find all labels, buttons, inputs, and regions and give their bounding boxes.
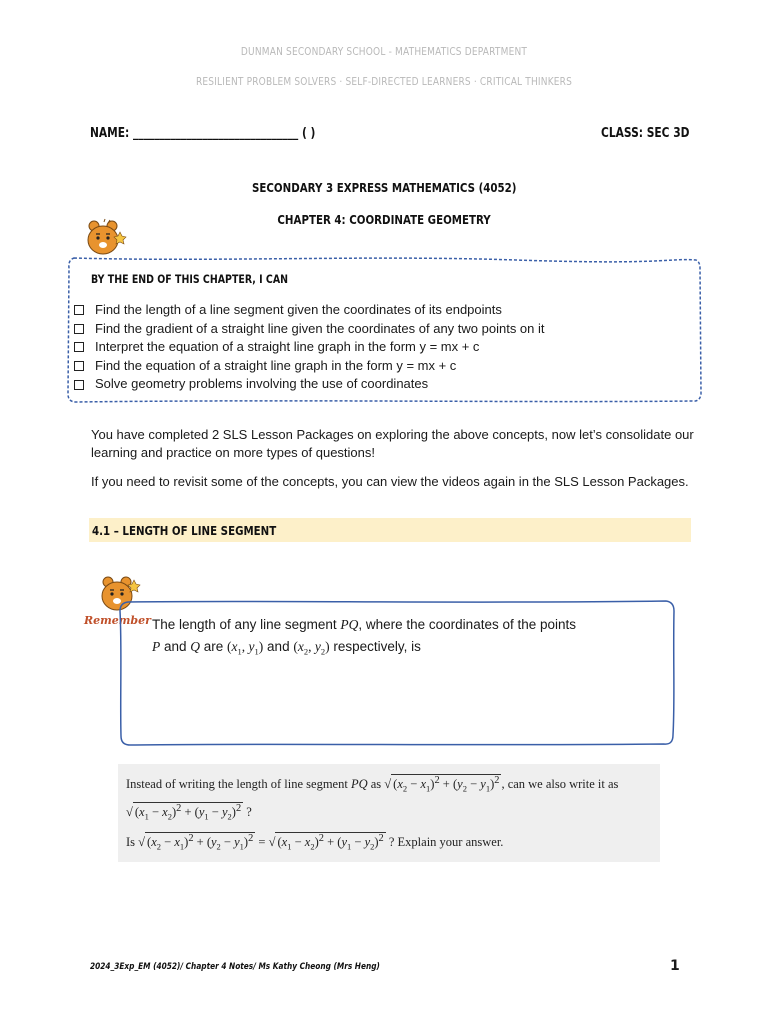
section-title: 4.1 – LENGTH OF LINE SEGMENT <box>92 523 277 538</box>
objective-item: Find the gradient of a straight line given the coordinates of any two points on it <box>74 320 545 339</box>
school-header: DUNMAN SECONDARY SCHOOL - MATHEMATICS DEPARTMENT <box>240 46 528 58</box>
revisit-paragraph: If you need to revisit some of the concepts, you can view the videos again in the SLS Lesson Packages. <box>91 474 689 489</box>
point-p-coordinates: ($x_1$, $y_1$) <box>227 639 264 657</box>
checkbox[interactable] <box>74 324 84 334</box>
school-motto: RESILIENT PROBLEM SOLVERS · SELF-DIRECTED LEARNERS · CRITICAL THINKERS <box>195 76 573 88</box>
question-line-3: Is √ $(x_2 - x_1)^2 + (y_2 - y_1)^2$ = √ $(x_1 - x_2)^2 + (y_1 - y_2)^2$ ? Explain your answer. <box>126 833 504 852</box>
point-q-coordinates: ($x_2$, $y_2$) <box>293 639 330 657</box>
checkbox[interactable] <box>74 305 84 315</box>
course-title: SECONDARY 3 EXPRESS MATHEMATICS (4052) <box>251 180 517 195</box>
class-label: CLASS: SEC 3D <box>601 126 690 141</box>
intro-paragraph: You have completed 2 SLS Lesson Packages on exploring the above concepts, now let’s consolidate our learning and practice on more types of questions! <box>91 427 694 460</box>
objective-item: Solve geometry problems involving the use of coordinates <box>74 375 545 394</box>
objectives-heading: BY THE END OF THIS CHAPTER, I CAN <box>91 272 289 286</box>
checkbox[interactable] <box>74 342 84 352</box>
question-line-2: √ $(x_1 - x_2)^2 + (y_1 - y_2)^2$ ? <box>126 803 252 822</box>
objective-item: Find the equation of a straight line graph in the form y = mx + c <box>74 357 545 376</box>
footer-text: 2024_3Exp_EM (4052)/ Chapter 4 Notes/ Ms Kathy Cheong (Mrs Heng) <box>90 962 380 972</box>
objectives-list <box>74 301 545 394</box>
section-heading-bar <box>89 518 691 542</box>
page-number: 1 <box>670 958 680 974</box>
lion-mascot-icon <box>84 218 128 260</box>
remember-text: The length of any line segment PQ, where the coordinates of the points P and Q are ($x_1$, $y_1$) and ($x_2$, $y_2$) respectively, is <box>152 617 577 657</box>
objective-item: Interpret the equation of a straight line graph in the form y = mx + c <box>74 338 545 357</box>
chapter-title: CHAPTER 4: COORDINATE GEOMETRY <box>277 212 491 227</box>
objective-item: Find the length of a line segment given the coordinates of its endpoints <box>74 301 545 320</box>
checkbox[interactable] <box>74 361 84 371</box>
question-box <box>118 764 660 862</box>
question-line-1: Instead of writing the length of line segment PQ as √ $(x_2 - x_1)^2 + (y_2 - y_1)^2$ , can we also write it as <box>126 775 619 794</box>
name-field-label: NAME: _______________________________ ( ) <box>90 126 316 141</box>
checkbox[interactable] <box>74 380 84 390</box>
remember-tag: Remember <box>84 614 151 627</box>
